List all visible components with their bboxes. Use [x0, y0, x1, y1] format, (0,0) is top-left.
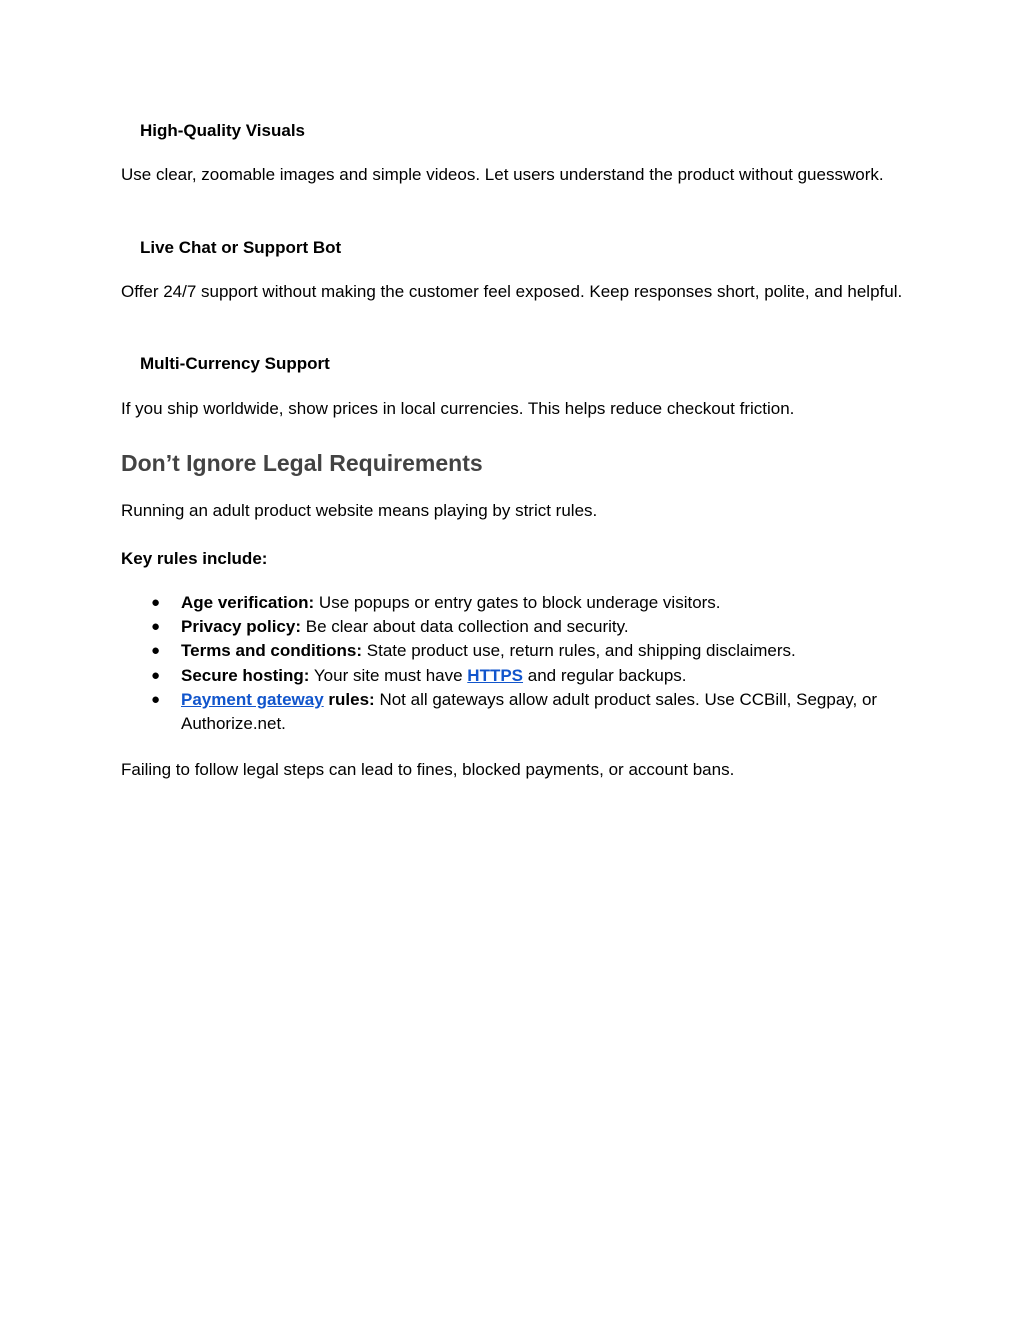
chat-paragraph: Offer 24/7 support without making the customer feel exposed. Keep responses short, polite, and helpful.: [121, 282, 903, 301]
key-rules-label: Key rules include:: [121, 549, 268, 568]
currency-paragraph: If you ship worldwide, show prices in local currencies. This helps reduce checkout friction.: [121, 399, 795, 418]
closing-paragraph: Failing to follow legal steps can lead to fines, blocked payments, or account bans.: [121, 760, 735, 779]
currency-heading: Multi-Currency Support: [140, 354, 330, 373]
https-link[interactable]: HTTPS: [467, 665, 524, 685]
bullet: ●: [151, 666, 161, 684]
legal-heading: Don’t Ignore Legal Requirements: [121, 450, 483, 476]
list-item: [121, 664, 921, 688]
chat-heading: Live Chat or Support Bot: [140, 238, 342, 257]
list-item: [121, 591, 921, 615]
bullet: ●: [151, 618, 161, 636]
rule-text: and regular backups.: [523, 665, 687, 685]
rule-text: State product use, return rules, and shipping disclaimers.: [362, 641, 796, 661]
rule-text: Not all gateways allow adult product sales. Use CCBill, Segpay, or Authorize.net.: [181, 689, 878, 734]
rule-label: Privacy policy:: [181, 617, 302, 637]
bullet: ●: [151, 690, 161, 708]
rule-label: Secure hosting:: [181, 665, 310, 685]
rule-label: rules:: [323, 689, 375, 709]
rule-label: Terms and conditions:: [181, 641, 363, 661]
rules-list: [121, 591, 921, 736]
rule-text: Use popups or entry gates to block underage visitors.: [314, 593, 721, 612]
list-item: [121, 639, 921, 663]
rule-text: Be clear about data collection and security.: [301, 617, 629, 637]
bullet: ●: [151, 642, 161, 660]
rule-text: Your site must have: [309, 665, 468, 685]
payment-gateway-link[interactable]: Payment gateway: [181, 689, 324, 709]
bullet: ●: [151, 594, 161, 611]
visuals-paragraph: Use clear, zoomable images and simple videos. Let users understand the product without guesswork.: [121, 165, 884, 184]
list-item: [121, 688, 921, 736]
visuals-heading: High-Quality Visuals: [140, 121, 306, 140]
legal-intro: Running an adult product website means playing by strict rules.: [121, 501, 598, 520]
list-item: [121, 615, 921, 639]
rule-label: Age verification:: [181, 593, 315, 612]
